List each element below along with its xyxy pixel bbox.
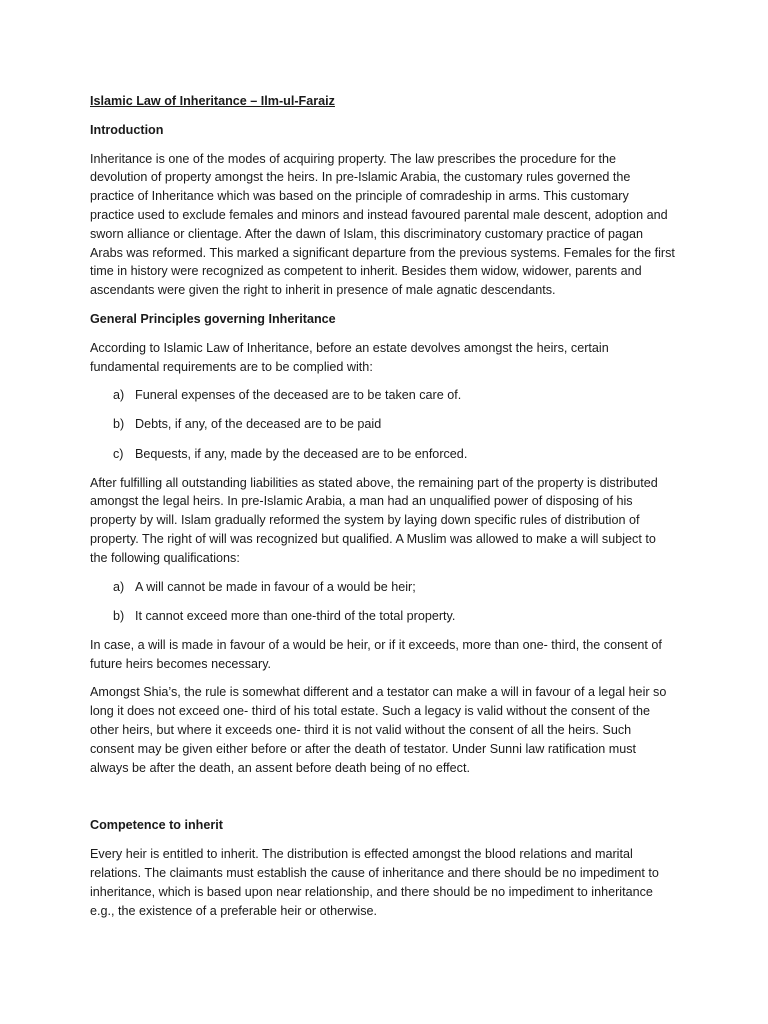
- document-page: [90, 92, 675, 930]
- competence-heading: Competence to inherit: [90, 818, 223, 833]
- section-spacer: [90, 787, 675, 816]
- list-item-text: Bequests, if any, made by the deceased are to be enforced.: [135, 446, 468, 461]
- competence-paragraph: Every heir is entitled to inherit. The distribution is effected amongst the blood relations and marital relations. The claimants must establish the cause of inheritance and there should be no impediment to inheritance, which is based upon near relationship, and there should be no impediment to inheritance e.g., the existence of a preferable heir or otherwise.: [90, 847, 659, 918]
- consent-paragraph: In case, a will is made in favour of a would be heir, or if it exceeds, more than one- third, the consent of future heirs becomes necessary.: [90, 637, 662, 671]
- after-requirements-paragraph: After fulfilling all outstanding liabilities as stated above, the remaining part of the property is distributed amongst the legal heirs. In pre-Islamic Arabia, a man had an unqualified power of disposing of his property by will. Islam gradually reformed the system by laying down specific rules of distribution of property. The right of will was recognized but qualified. A Muslim was allowed to make a will subject to the following qualifications:: [90, 475, 658, 565]
- list-marker: a): [113, 579, 125, 594]
- list-item: [90, 607, 675, 626]
- list-item: [90, 386, 675, 405]
- list-marker: c): [113, 446, 124, 461]
- list-marker: b): [113, 417, 125, 432]
- list-item-text: Debts, if any, of the deceased are to be paid: [135, 417, 382, 432]
- requirements-list: [90, 386, 675, 463]
- list-item-text: It cannot exceed more than one-third of the total property.: [135, 608, 456, 623]
- list-item-text: A will cannot be made in favour of a would be heir;: [135, 579, 416, 594]
- document-title: Islamic Law of Inheritance – Ilm-ul-Faraiz: [90, 94, 335, 108]
- list-marker: b): [113, 608, 125, 623]
- shia-paragraph: Amongst Shia’s, the rule is somewhat different and a testator can make a will in favour of a legal heir so long it does not exceed one- third of his total estate. Such a legacy is valid without the consent of the other heirs, but where it exceeds one- third it is not valid without the consent of all the heirs. Such consent may be given either before or after the death of testator. Under Sunni law ratification must always be after the death, an assent before death being of no effect.: [90, 685, 667, 775]
- qualifications-list: [90, 578, 675, 626]
- introduction-paragraph: Inheritance is one of the modes of acquiring property. The law prescribes the procedure for the devolution of property amongst the heirs. In pre-Islamic Arabia, the customary rules governed the practice of Inheritance which was based on the principle of comradeship in arms. This customary practice used to exclude females and minors and instead favoured parental male descent, adoption and sworn alliance or clientage. After the dawn of Islam, this discriminatory customary practice of pagan Arabs was reformed. This marked a significant departure from the previous systems. Females for the first time in history were recognized as competent to inherit. Besides them widow, widower, parents and ascendants were given the right to inherit in presence of male agnatic descendants.: [90, 151, 675, 298]
- list-item: [90, 445, 675, 464]
- general-principles-heading: General Principles governing Inheritance: [90, 311, 336, 326]
- list-item: [90, 578, 675, 597]
- introduction-heading: Introduction: [90, 122, 164, 137]
- list-item: [90, 415, 675, 434]
- general-principles-intro: According to Islamic Law of Inheritance, before an estate devolves amongst the heirs, certain fundamental requirements are to be complied with:: [90, 340, 609, 374]
- list-item-text: Funeral expenses of the deceased are to be taken care of.: [135, 388, 462, 403]
- list-marker: a): [113, 388, 125, 403]
